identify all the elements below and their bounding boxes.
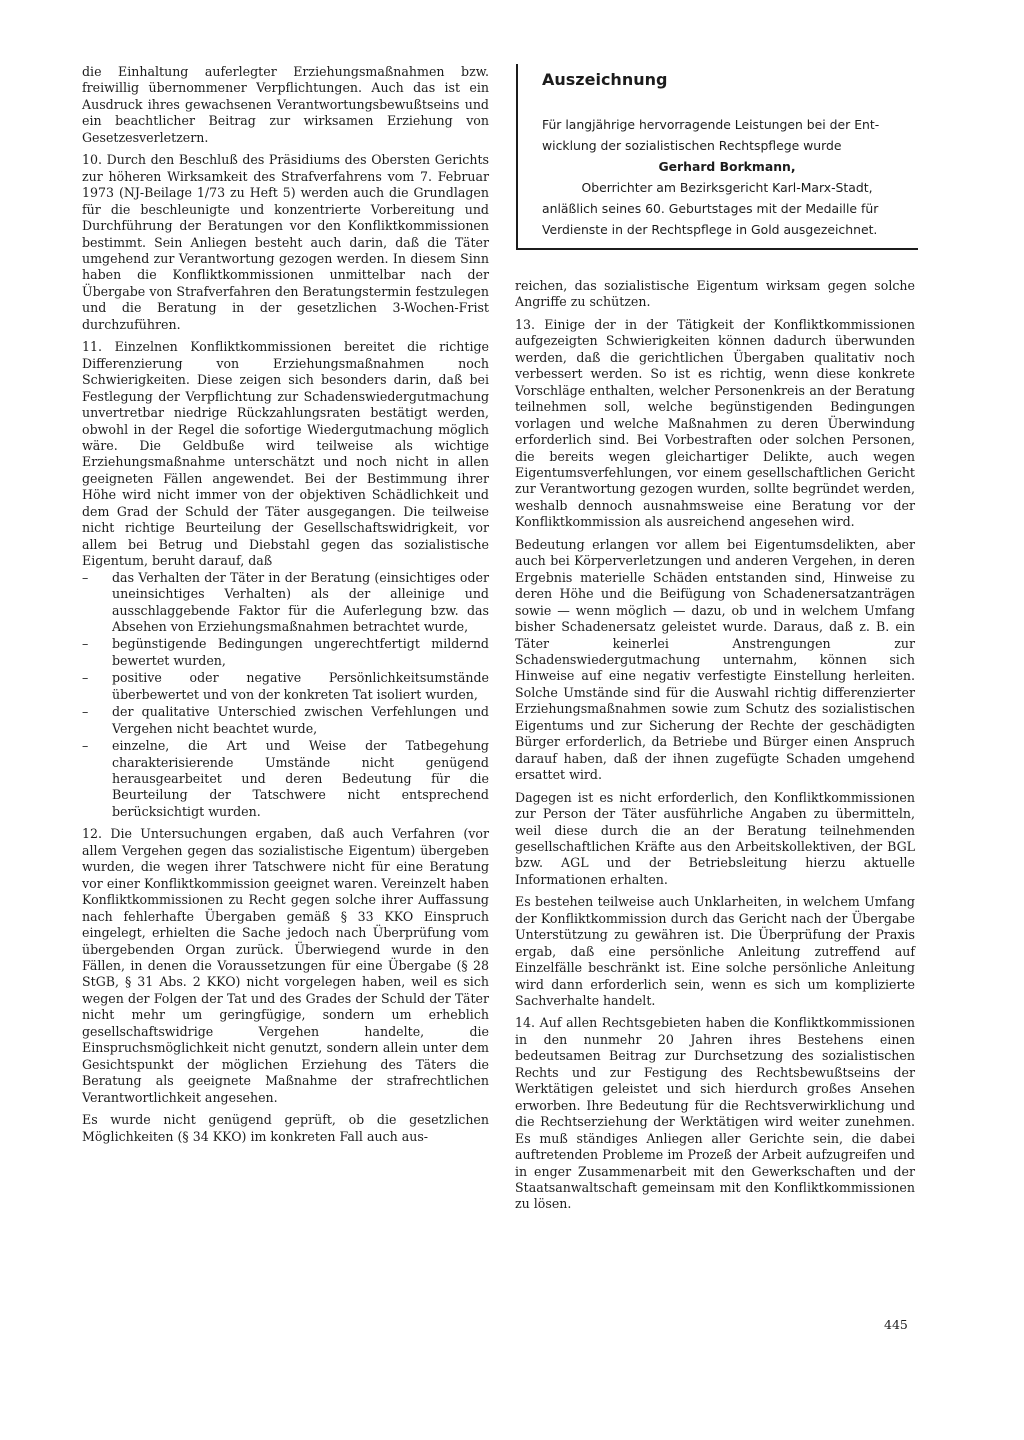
paragraph-12: 12. Die Untersuchungen ergaben, daß auch Verfahren (vor allem Vergehen gegen das sozialistische Eigentum) übergeben wurden, die wegen ihrer Tatschwere nicht für eine Beratung vor einer Konfliktkommission geeignet waren. Vereinzelt haben Konfliktkommissionen zu Recht gegen solche ihrer Auffassung nach fehlerhafte Übergaben gemäß § 33 KKO Einspruch eingelegt, erhielten die Sache jedoch nach Überprüfung vom übergebenden Organ zurück. Überwiegend wurde in den Fällen, in denen die Voraussetzungen für eine Übergabe (§ 28 StGB, § 31 Abs. 2 KKO) nicht vorgelegen haben, weil es sich wegen der Folgen der Tat und des Grades der Schuld der Täter nicht mehr um geringfügige, sondern um erheblich gesellschaftswidrige Vergehen handelte, die Einspruchsmöglichkeit nicht genutzt, sondern allein unter dem Gesichtspunkt der möglichen Erziehung des Täters die Beratung als geeignete Maßnahme der strafrechtlichen Verantwortlichkeit angesehen. <box>82 826 489 1105</box>
award-recipient-role: Oberrichter am Bezirksgericht Karl-Marx-Stadt, <box>581 180 873 195</box>
paragraph-13-d: Es bestehen teilweise auch Unklarheiten, in welchem Umfang der Konfliktkommission durch das Gericht nach der Übergabe Unterstützung zu gewähren ist. Die Überprüfung der Praxis ergab, daß eine persönliche Anleitung zutreffend auf Einzelfälle beschränkt ist. Eine solche persönliche Anleitung wird dann erforderlich sein, wenn es sich um komplizierte Sachverhalte handelt. <box>515 894 915 1009</box>
award-line: wicklung der sozialistischen Rechtspflege wurde <box>542 138 842 153</box>
list-item: – das Verhalten der Täter in der Beratung (einsichtiges oder uneinsichtiges Verhalten) als der alleinige und ausschlaggebende Faktor für die Auferlegung bzw. das Absehen von Erziehungsmaßnahmen betrachtet wurde, <box>112 570 489 636</box>
award-body <box>542 114 912 240</box>
paragraph-continuation: die Einhaltung auferlegter Erziehungsmaßnahmen bzw. freiwillig übernommener Verpflichtungen. Auch das ist ein Ausdruck ihres gewachsenen Verantwortungsbewußtseins und ein beachtlicher Beitrag zur wirksamen Erziehung von Gesetzesverletzern. <box>82 64 489 145</box>
award-line: anläßlich seines 60. Geburtstages mit der Medaille für <box>542 201 879 216</box>
dash-list <box>82 570 489 821</box>
paragraph-14: 14. Auf allen Rechtsgebieten haben die Konfliktkommissionen in den nunmehr 20 Jahren ihres Bestehens einen bedeutsamen Beitrag zur Durchsetzung des sozialistischen Rechts und zur Festigung des Rechtsbewußtseins der Werktätigen geleistet und sich hierdurch großes Ansehen erworben. Ihre Bedeutung für die Rechtsverwirklichung und die Rechtserziehung der Werktätigen wird weiter zunehmen. Es muß ständiges Anliegen aller Gerichte sein, die dabei auftretenden Probleme im Prozeß der Arbeit aufzugreifen und in enger Zusammenarbeit mit den Gewerkschaften und der Staatsanwaltschaft gemeinsam mit den Konfliktkommissionen zu lösen. <box>515 1015 915 1212</box>
award-recipient-name: Gerhard Borkmann, <box>658 159 796 174</box>
paragraph-13-c: Dagegen ist es nicht erforderlich, den Konfliktkommissionen zur Person der Täter ausführliche Angaben zu übermitteln, weil diese durch die an der Beratung teilnehmenden gesellschaftlichen Kräfte aus den Arbeitskollektiven, der BGL bzw. AGL und der Betriebsleitung hierzu aktuelle Informationen erhalten. <box>515 789 915 887</box>
list-item: – einzelne, die Art und Weise der Tatbegehung charakterisierende Umstände nicht genügend herausgearbeitet und deren Bedeutung für die Beurteilung der Tatschwere nicht entsprechend berücksichtigt wurden. <box>112 738 489 820</box>
left-column <box>82 64 489 1151</box>
award-line: Verdienste in der Rechtspflege in Gold ausgezeichnet. <box>542 222 878 237</box>
award-title: Auszeichnung <box>542 70 668 89</box>
paragraph-13-b: Bedeutung erlangen vor allem bei Eigentumsdelikten, aber auch bei Körperverletzungen und anderen Vergehen, in deren Ergebnis materielle Schäden entstanden sind, Hinweise zu deren Höhe und die Beifügung von Schadenersatzanträgen sowie — wenn möglich — dazu, ob und in welchem Umfang bisher Schadenersatz geleistet wurde. Daraus, daß z. B. ein Täter keinerlei Anstrengungen zur Schadenswiedergutmachung unternahm, können sich Hinweise auf eine negativ verfestigte Einstellung herleiten. Solche Umstände sind für die Auswahl richtig differenzierter Erziehungsmaßnahmen sowie zum Schutz des sozialistischen Eigentums und zur Sicherung der Rechte der geschädigten Bürger erforderlich, da Betriebe und Bürger einen Anspruch darauf haben, daß der ihnen zugefügte Schaden umgehend ersattet wird. <box>515 536 915 783</box>
paragraph-continuation: reichen, das sozialistische Eigentum wirksam gegen solche Angriffe zu schützen. <box>515 278 915 310</box>
paragraph-10: 10. Durch den Beschluß des Präsidiums des Obersten Gerichts zur höheren Wirksamkeit des Strafverfahrens vom 7. Februar 1973 (NJ-Beilage 1/73 zu Heft 5) werden auch die Grundlagen für die beschleunigte und konzentrierte Vorbereitung und Durchführung der Beratungen vor den Konfliktkommissionen bestimmt. Sein Anliegen besteht auch darin, daß die Täter umgehend zur Verantwortung gezogen werden. In diesem Sinn haben die Konfliktkommissionen unmittelbar nach der Übergabe von Strafverfahren den Beratungstermin festzulegen und die Beratung in der gesetzlichen 3-Wochen-Frist durchzuführen. <box>82 152 489 332</box>
right-column <box>515 278 915 1219</box>
list-item: – positive oder negative Persönlichkeitsumstände überbewertet und von der konkreten Tat isoliert wurden, <box>112 670 489 703</box>
list-item: – der qualitative Unterschied zwischen Verfehlungen und Vergehen nicht beachtet wurde, <box>112 704 489 737</box>
page-number: 445 <box>884 1317 908 1332</box>
award-line: Für langjährige hervorragende Leistungen bei der Ent- <box>542 117 880 132</box>
list-item: – begünstigende Bedingungen ungerechtfertigt mildernd bewertet wurden, <box>112 636 489 669</box>
award-notice-box <box>516 64 918 250</box>
paragraph-11: 11. Einzelnen Konfliktkommissionen bereitet die richtige Differenzierung von Erziehungsmaßnahmen noch Schwierigkeiten. Diese zeigen sich besonders darin, daß bei Festlegung der Verpflichtung zur Schadenswiedergutmachung unvertretbar niedrige Rückzahlungsraten bestätigt werden, obwohl in der Regel die sofortige Wiedergutmachung möglich wäre. Die Geldbuße wird teilweise als wichtige Erziehungsmaßnahme unterschätzt und noch nicht in allen geeigneten Fällen angewendet. Bei der Bestimmung ihrer Höhe wird nicht immer von der objektiven Schädlichkeit und dem Grad der Schuld der Täter ausgegangen. Die teilweise nicht richtige Beurteilung der Gesellschaftswidrigkeit, vor allem bei Betrug und Diebstahl gegen das sozialistische Eigentum, beruht darauf, daß <box>82 339 489 569</box>
paragraph-13: 13. Einige der in der Tätigkeit der Konfliktkommissionen aufgezeigten Schwierigkeiten können dadurch überwunden werden, daß die gerichtlichen Übergaben qualitativ noch verbessert werden. So ist es richtig, wenn diese konkrete Vorschläge enthalten, welcher Personenkreis an der Beratung teilnehmen soll, welche begünstigenden Bedingungen vorlagen und welche Maßnahmen zu deren Überwindung erforderlich sind. Bei Vorbestraften oder solchen Personen, die bereits wegen gleichartiger Delikte, auch wegen Eigentumsverfehlungen, vor einem gesellschaftlichen Gericht zur Verantwortung gezogen wurden, sollte begründet werden, weshalb dennoch ausnahmsweise eine Beratung vor der Konfliktkommission als ausreichend angesehen wird. <box>515 316 915 530</box>
paragraph-12-continued: Es wurde nicht genügend geprüft, ob die gesetzlichen Möglichkeiten (§ 34 KKO) im konkreten Fall auch aus- <box>82 1112 489 1144</box>
